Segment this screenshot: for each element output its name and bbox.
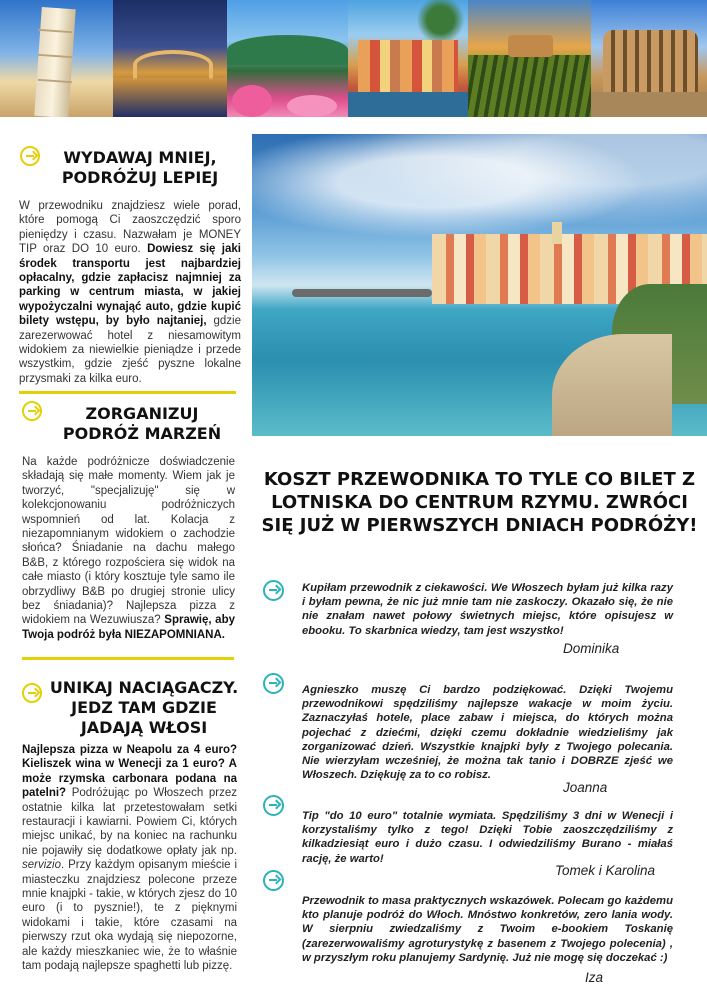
arrow-circle-icon: [263, 795, 284, 816]
text-bold: Dowiesz się jaki środek transportu jest najbardziej opłacalny, gdzie zapłacisz najmniej za parking w centrum miasta, w jakiej wypożyczalni wynająć auto, gdzie kupić bilety wstępu, by było najtaniej,: [19, 243, 241, 328]
photo-tuscany: [468, 0, 591, 117]
text-bold: Sprawię, aby Twoja podróż była NIEZAPOMNIANA.: [22, 614, 235, 641]
heading-line: UNIKAJ NACIĄGACZY.: [49, 678, 239, 697]
review-author: Tomek i Karolina: [555, 863, 656, 878]
text-plain: W przewodniku znajdziesz wiele porad, które pomogą Ci zaoszczędzić sporo pieniędzy i czasu. Nazwałam je MONEY TIP oraz DO 10 euro.: [19, 200, 241, 256]
section-text-dream-trip: [22, 455, 235, 642]
review-author: Joanna: [563, 780, 608, 795]
text-italic: servizio: [22, 859, 61, 872]
heading-line: PODRÓŻUJ LEPIEJ: [61, 168, 219, 187]
text-plain: Podróżując po Włoszech przez ostatnie kilka lat przetestowałam setki restauracji i kawiarni. Powiem Ci, których miejsc unikać, by na koniec na rachunku nie pojawiły się dodatkowe opłaty jak np.: [22, 787, 237, 857]
arrow-circle-icon: [22, 683, 42, 703]
review-author: Iza: [585, 970, 604, 985]
arrow-circle-icon: [263, 580, 284, 601]
heading-line: PODRÓŻ MARZEŃ: [62, 424, 222, 443]
arrow-circle-icon: [263, 870, 284, 891]
hero-photo-coastal-village: [252, 134, 707, 436]
photo-colosseum: [591, 0, 707, 117]
photo-pisa: [0, 0, 113, 117]
arrow-circle-icon: [22, 401, 42, 421]
text-plain: gdzie zarezerwować hotel z niesamowitym widokiem za niewielkie pieniądze i przede wszystkim, gdzie zjeść pyszne lokalne przysmaki za kilka euro.: [19, 315, 241, 385]
text-bold: Najlepsza pizza w Neapolu za 4 euro? Kieliszek wina w Wenecji za 1 euro? A może rzymska carbonara podana na patelni?: [22, 744, 237, 800]
section-heading-spend-less: [40, 148, 240, 188]
divider: [22, 657, 234, 660]
heading-line: ZORGANIZUJ: [85, 404, 199, 423]
section-text-spend-less: [19, 199, 241, 386]
section-text-avoid-scams: [22, 743, 237, 974]
review-text: Przewodnik to masa praktycznych wskazówek. Polecam go każdemu kto planuje podróż do Włoch. Mnóstwo konkretów, zero lania wody. W sierpniu zwiedzaliśmy z Twoim e-bookiem Toskanię (zarezerwowaliśmy agroturystykę z basenem z Twojego polecenia) , w przyszłym roku planujemy Sardynię. Już nie mogę się doczekać :): [302, 895, 673, 964]
photo-cinque-terre: [348, 0, 468, 117]
heading-line: JADAJĄ WŁOSI: [80, 718, 208, 737]
photo-amalfi: [227, 0, 348, 117]
arrow-circle-icon: [263, 673, 284, 694]
review-text: Tip "do 10 euro" totalnie wymiata. Spędziliśmy 3 dni w Wenecji i korzystaliśmy tylko z tego! Dzięki Tobie zaoszczędziliśmy z kilkadziesiąt euro i dużo czasu. I odwiedziliśmy Burano - miałaś rację, że warto!: [302, 810, 673, 865]
review-text: Agnieszko muszę Ci bardzo podziękować. Dzięki Twojemu przewodnikowi spędziliśmy najlepsze wakacje w moim życiu. Zaznaczyłaś hotele, place zabaw i miejsca, do których można pojechać z dziećmi, dzięki czemu dokładnie wiedzieliśmy jak zorganizować dzień. Wszystkie knajpki były z Twojego polecania. Nie wierzyłam wcześniej, że można tak tanio i DOBRZE zjeść we Włoszech. Dziękuję za to co robisz.: [302, 684, 673, 782]
photo-strip: [0, 0, 707, 117]
divider: [19, 391, 236, 394]
section-heading-dream-trip: [42, 404, 242, 444]
heading-line: WYDAWAJ MNIEJ,: [63, 148, 217, 167]
headline: KOSZT PRZEWODNIKA TO TYLE CO BILET Z LOTNISKA DO CENTRUM RZYMU. ZWRÓCI SIĘ JUŻ W PIERWSZYCH DNIACH PODRÓŻY!: [261, 469, 698, 536]
heading-line: JEDZ TAM GDZIE: [71, 698, 217, 717]
photo-venice: [113, 0, 227, 117]
arrow-circle-icon: [20, 146, 40, 166]
review-author: Dominika: [563, 641, 620, 656]
text-plain: . Przy każdym opisanym mieście i miasteczku znajdziesz polecone przeze mnie knajpki - takie, w których zjesz do 10 euro (i to pysznie!), te z pięknymi widokami i takie, które czasami na pierwszy rzut oka wydają się niepozorne, ale każdy mieszkaniec wie, że to właśnie tam podają najlepsze spaghetti lub pizzę.: [22, 859, 237, 973]
review-text: Kupiłam przewodnik z ciekawości. We Włoszech byłam już kilka razy i byłam pewna, że nic już mnie tam nie zaskoczy. Okazało się, że nie nie znałam nawet połowy świetnych miejsc, które opisujesz w ebooku. To skarbnica wiedzy, tam jest wszystko!: [302, 582, 673, 637]
section-heading-avoid-scams: [44, 678, 244, 738]
text-plain: Na każde podróżnicze doświadczenie składają się małe momenty. Wiem jak je tworzyć, "specjalizuję" się w kolekcjonowaniu podróżniczych wspomnień od lat. Kolacja z niezapomnianym widokiem o zachodzie słońca? Śniadanie na dachu małego B&B, z którego rozpościera się widok na całe miasto (i który kosztuje tyle samo ile obrzydliwy B&B po drugiej stronie ulicy bez śniadania)? Najlepsza pizza z widokiem na Wezuwiusza?: [22, 456, 235, 627]
